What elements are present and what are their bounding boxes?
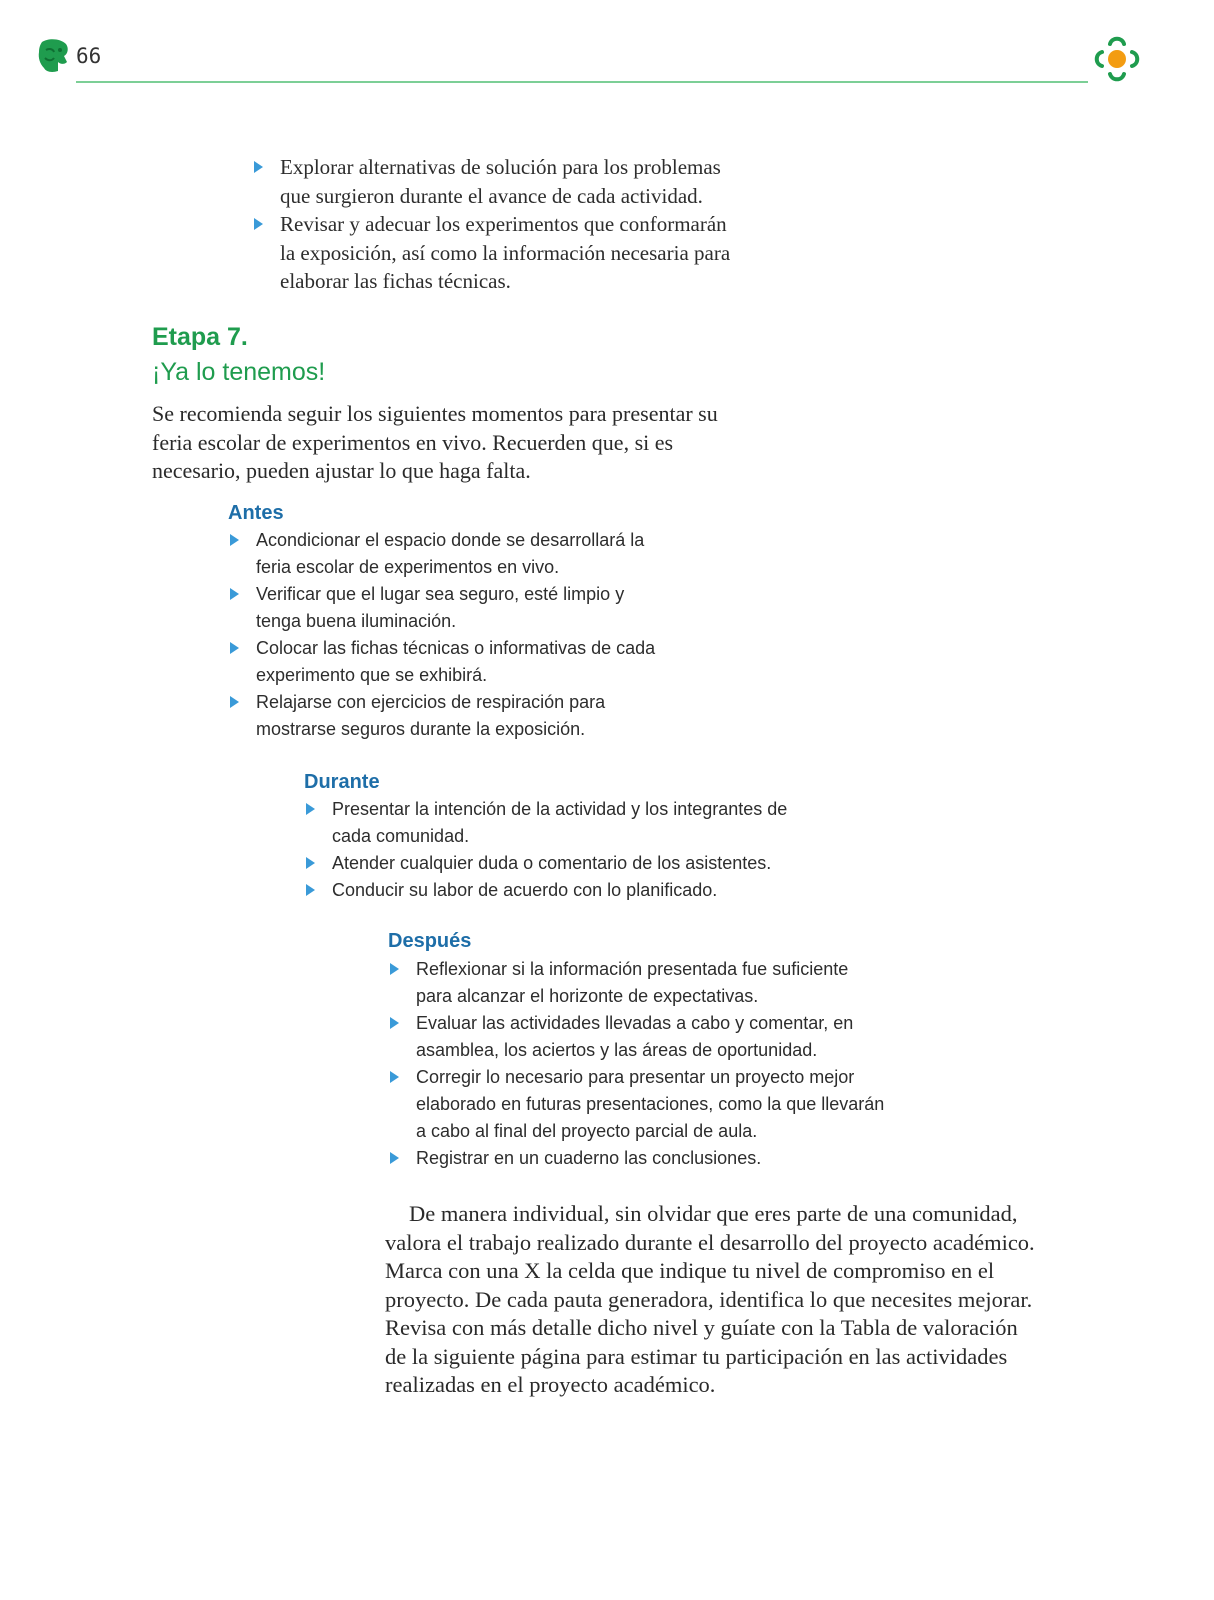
bullet-arrow-icon <box>390 963 399 975</box>
despues-heading: Después <box>388 930 472 952</box>
list-item: Conducir su labor de acuerdo con lo planificado. <box>304 877 789 904</box>
bullet-arrow-icon <box>254 218 263 230</box>
green-face-logo-icon <box>36 38 70 74</box>
list-item: Relajarse con ejercicios de respiración para mostrarse seguros durante la exposición. <box>228 689 673 743</box>
durante-heading: Durante <box>304 771 380 793</box>
orange-sun-emblem-icon <box>1090 32 1144 86</box>
antes-heading: Antes <box>228 502 284 524</box>
top-bullet-list <box>252 153 732 296</box>
bullet-arrow-icon <box>390 1017 399 1029</box>
bullet-arrow-icon <box>306 857 315 869</box>
list-item: Evaluar las actividades llevadas a cabo y comentar, en asamblea, los aciertos y las áreas de oportunidad. <box>388 1010 888 1064</box>
stage-subtitle: ¡Ya lo tenemos! <box>152 358 326 386</box>
bullet-arrow-icon <box>390 1071 399 1083</box>
list-item: Corregir lo necesario para presentar un proyecto mejor elaborado en futuras presentaciones, como la que llevarán a cabo al final del proyecto parcial de aula. <box>388 1064 888 1145</box>
list-item: Atender cualquier duda o comentario de los asistentes. <box>304 850 789 877</box>
bullet-arrow-icon <box>390 1152 399 1164</box>
list-item: Reflexionar si la información presentada fue suficiente para alcanzar el horizonte de expectativas. <box>388 956 888 1010</box>
list-item: Colocar las fichas técnicas o informativas de cada experimento que se exhibirá. <box>228 635 673 689</box>
despues-list <box>388 956 888 1172</box>
bullet-arrow-icon <box>230 696 239 708</box>
bullet-arrow-icon <box>254 161 263 173</box>
bullet-arrow-icon <box>230 534 239 546</box>
list-item: Acondicionar el espacio donde se desarrollará la feria escolar de experimentos en vivo. <box>228 527 673 581</box>
header-rule <box>76 81 1088 83</box>
stage-title: Etapa 7. <box>152 323 248 351</box>
bullet-arrow-icon <box>306 803 315 815</box>
list-item: Explorar alternativas de solución para los problemas que surgieron durante el avance de cada actividad. <box>252 153 732 210</box>
closing-paragraph: De manera individual, sin olvidar que eres parte de una comunidad, valora el trabajo realizado durante el desarrollo del proyecto académico. Marca con una X la celda que indique tu nivel de compromiso en el proyecto. De cada pauta generadora, identifica lo que necesites mejorar. Revisa con más detalle dicho nivel y guíate con la Tabla de valoración de la siguiente página para estimar tu participación en las actividades realizadas en el proyecto académico. <box>385 1201 1035 1397</box>
bullet-arrow-icon <box>306 884 315 896</box>
list-item: Registrar en un cuaderno las conclusiones. <box>388 1145 888 1172</box>
list-item: Verificar que el lugar sea seguro, esté limpio y tenga buena iluminación. <box>228 581 673 635</box>
bullet-arrow-icon <box>230 642 239 654</box>
antes-list <box>228 527 673 743</box>
list-item: Presentar la intención de la actividad y los integrantes de cada comunidad. <box>304 796 789 850</box>
list-item: Revisar y adecuar los experimentos que conformarán la exposición, así como la información necesaria para elaborar las fichas técnicas. <box>252 210 732 296</box>
page-number: 66 <box>76 44 102 68</box>
intro-paragraph: Se recomienda seguir los siguientes momentos para presentar su feria escolar de experimentos en vivo. Recuerden que, si es necesario, pueden ajustar lo que haga falta. <box>152 401 718 483</box>
bullet-arrow-icon <box>230 588 239 600</box>
durante-list <box>304 796 789 904</box>
